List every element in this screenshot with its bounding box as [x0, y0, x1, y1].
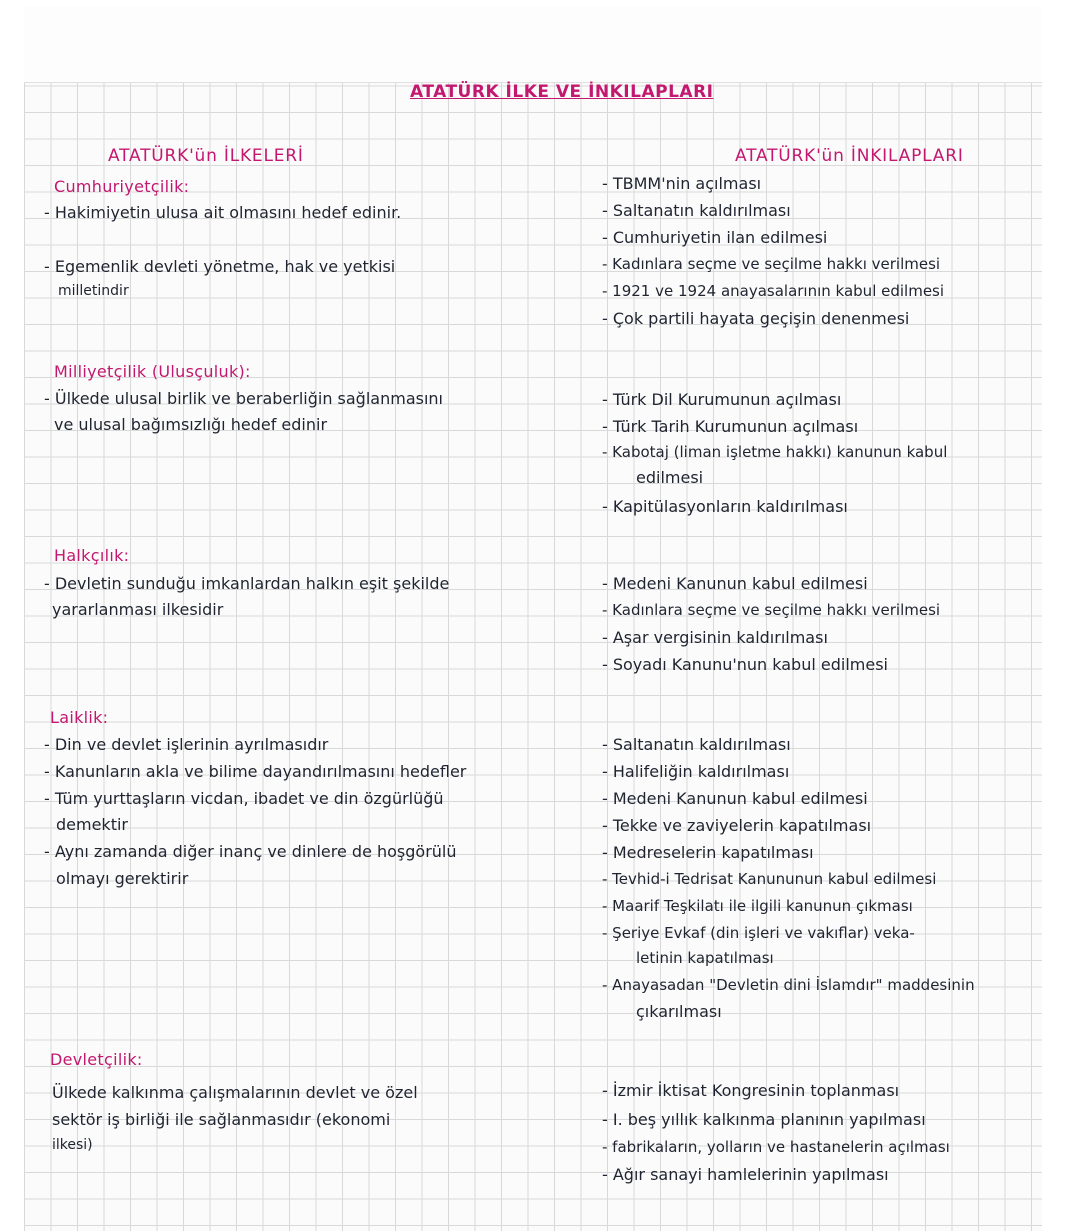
text-line: - Hakimiyetin ulusa ait olmasını hedef edinir. — [44, 203, 402, 222]
reform-item: edilmesi — [636, 468, 704, 487]
reform-item: - I. beş yıllık kalkınma planının yapılması — [602, 1110, 926, 1129]
text-line: olmayı gerektirir — [56, 869, 189, 888]
reform-item: - Cumhuriyetin ilan edilmesi — [602, 228, 828, 247]
reform-item: - Medeni Kanunun kabul edilmesi — [602, 789, 868, 808]
reform-item: - Çok partili hayata geçişin denenmesi — [602, 309, 910, 328]
text-line: ve ulusal bağımsızlığı hedef edinir — [54, 415, 328, 434]
reform-item: - TBMM'nin açılması — [602, 174, 762, 193]
reform-item: - Şeriye Evkaf (din işleri ve vakıflar) veka- — [602, 924, 915, 942]
reform-item: - Halifeliğin kaldırılması — [602, 762, 790, 781]
reform-item: çıkarılması — [636, 1002, 722, 1021]
section-heading-halkcilik: Halkçılık: — [54, 546, 130, 565]
section-heading-laiklik: Laiklik: — [50, 708, 109, 727]
reform-item: - Tevhid-i Tedrisat Kanununun kabul edilmesi — [602, 870, 937, 888]
reform-item: - Tekke ve zaviyelerin kapatılması — [602, 816, 872, 835]
text-line: - Ülkede ulusal birlik ve beraberliğin sağlanmasını — [44, 389, 443, 408]
reform-item: - fabrikaların, yolların ve hastanelerin açılması — [602, 1138, 950, 1156]
reform-item: - 1921 ve 1924 anayasalarının kabul edilmesi — [602, 282, 945, 300]
left-column-title: ATATÜRK'ün İLKELERİ — [108, 146, 304, 166]
text-line: - Aynı zamanda diğer inanç ve dinlere de hoşgörülü — [44, 842, 457, 861]
text-line: - Din ve devlet işlerinin ayrılmasıdır — [44, 735, 329, 754]
reform-item: - Kabotaj (liman işletme hakkı) kanunun kabul — [602, 443, 948, 461]
text-line: - Kanunların akla ve bilime dayandırılmasını hedefler — [44, 762, 467, 781]
reform-item: letinin kapatılması — [636, 949, 774, 967]
section-heading-milliyetcilik: Milliyetçilik (Ulusçuluk): — [54, 362, 251, 381]
reform-item: - Ağır sanayi hamlelerinin yapılması — [602, 1165, 889, 1184]
reform-item: - Anayasadan "Devletin dini İslamdır" maddesinin — [602, 976, 975, 994]
text-line: sektör iş birliği ile sağlanmasıdır (ekonomi — [52, 1110, 391, 1129]
page-title: ATATÜRK İLKE VE İNKILAPLARI — [410, 82, 714, 102]
section-heading-cumhuriyetcilik: Cumhuriyetçilik: — [54, 177, 190, 196]
right-column-title: ATATÜRK'ün İNKILAPLARI — [735, 146, 964, 166]
reform-item: - Kadınlara seçme ve seçilme hakkı verilmesi — [602, 255, 941, 273]
text-line: - Tüm yurttaşların vicdan, ibadet ve din özgürlüğü — [44, 789, 444, 808]
text-line: - Egemenlik devleti yönetme, hak ve yetkisi — [44, 257, 396, 276]
reform-item: - Maarif Teşkilatı ile ilgili kanunun çıkması — [602, 897, 913, 915]
page-header-band — [24, 6, 1042, 83]
text-line: - Devletin sunduğu imkanlardan halkın eşit şekilde — [44, 574, 450, 593]
reform-item: - Medreselerin kapatılması — [602, 843, 814, 862]
reform-item: - Saltanatın kaldırılması — [602, 201, 791, 220]
reform-item: - Saltanatın kaldırılması — [602, 735, 791, 754]
reform-item: - Kapitülasyonların kaldırılması — [602, 497, 848, 516]
reform-item: - Soyadı Kanunu'nun kabul edilmesi — [602, 655, 888, 674]
reform-item: - Kadınlara seçme ve seçilme hakkı verilmesi — [602, 601, 941, 619]
text-line: Ülkede kalkınma çalışmalarının devlet ve özel — [52, 1083, 418, 1102]
section-heading-devletcilik: Devletçilik: — [50, 1050, 143, 1069]
reform-item: - İzmir İktisat Kongresinin toplanması — [602, 1081, 900, 1100]
text-line: ilkesi) — [52, 1137, 93, 1153]
reform-item: - Medeni Kanunun kabul edilmesi — [602, 574, 868, 593]
text-line: yararlanması ilkesidir — [52, 600, 224, 619]
reform-item: - Aşar vergisinin kaldırılması — [602, 628, 828, 647]
text-line: milletindir — [58, 283, 129, 299]
text-line: demektir — [56, 815, 128, 834]
reform-item: - Türk Dil Kurumunun açılması — [602, 390, 842, 409]
reform-item: - Türk Tarih Kurumunun açılması — [602, 417, 859, 436]
